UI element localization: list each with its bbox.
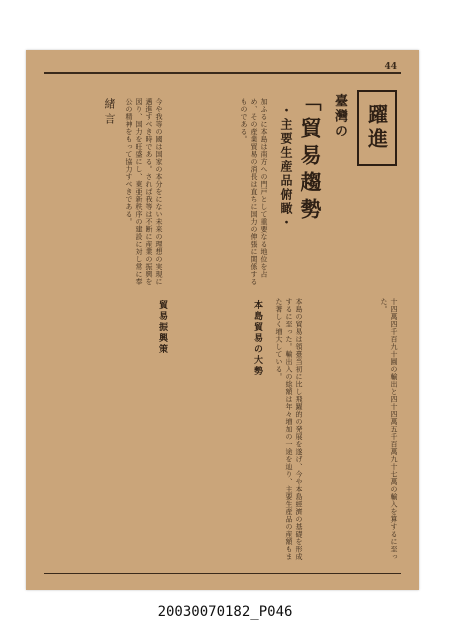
archive-id-caption: 20030070182_P046 (157, 604, 293, 620)
body-text-lower-right: 十四萬四千百九十圓の輸出と四十四萬五千百萬九十七萬の輸入を算するに至った。 (380, 298, 398, 561)
preface-body-2: 加ふるに本島は南方への門戸として重要なる地位を占め、その産業貿易の消長は直ちに国力の伸張に関係するものである。 (240, 98, 268, 286)
title-box (357, 90, 397, 166)
body-text-lower-left: 本島の貿易は領臺当初に比し飛躍的の発展を遂げ、今や本島經濟の基礎を形成するに至った。輸出入の総額は年々増加の一途を辿り、主要生産品の産額もまた著しく増大している。 (275, 298, 303, 561)
section-heading-main-products: 本島貿易の大勢 (252, 300, 262, 377)
bottom-rule (44, 573, 401, 574)
top-rule (44, 72, 401, 74)
document-page (26, 50, 419, 590)
title-box-text: 躍進 (364, 104, 389, 152)
preface-label: 緒言 (103, 98, 116, 128)
region-label: 臺灣の (332, 94, 347, 139)
preface-body: 今や我等の國は国家の本分をにない未来の理想の実現に邁進すべき時である。されば我等は不断に産業の振興を図り、国力を旺盛にし、東亜新秩序の建設に対し常に奉公の精神をもって協力すべきである。 (125, 98, 163, 286)
sub-heading: ・主要生産品俯瞰・ (279, 104, 293, 230)
page-number: 44 (384, 62, 397, 72)
section-heading-trade-balance: 貿易振興策 (157, 300, 167, 355)
main-title: 「貿易趨勢 (298, 90, 323, 225)
